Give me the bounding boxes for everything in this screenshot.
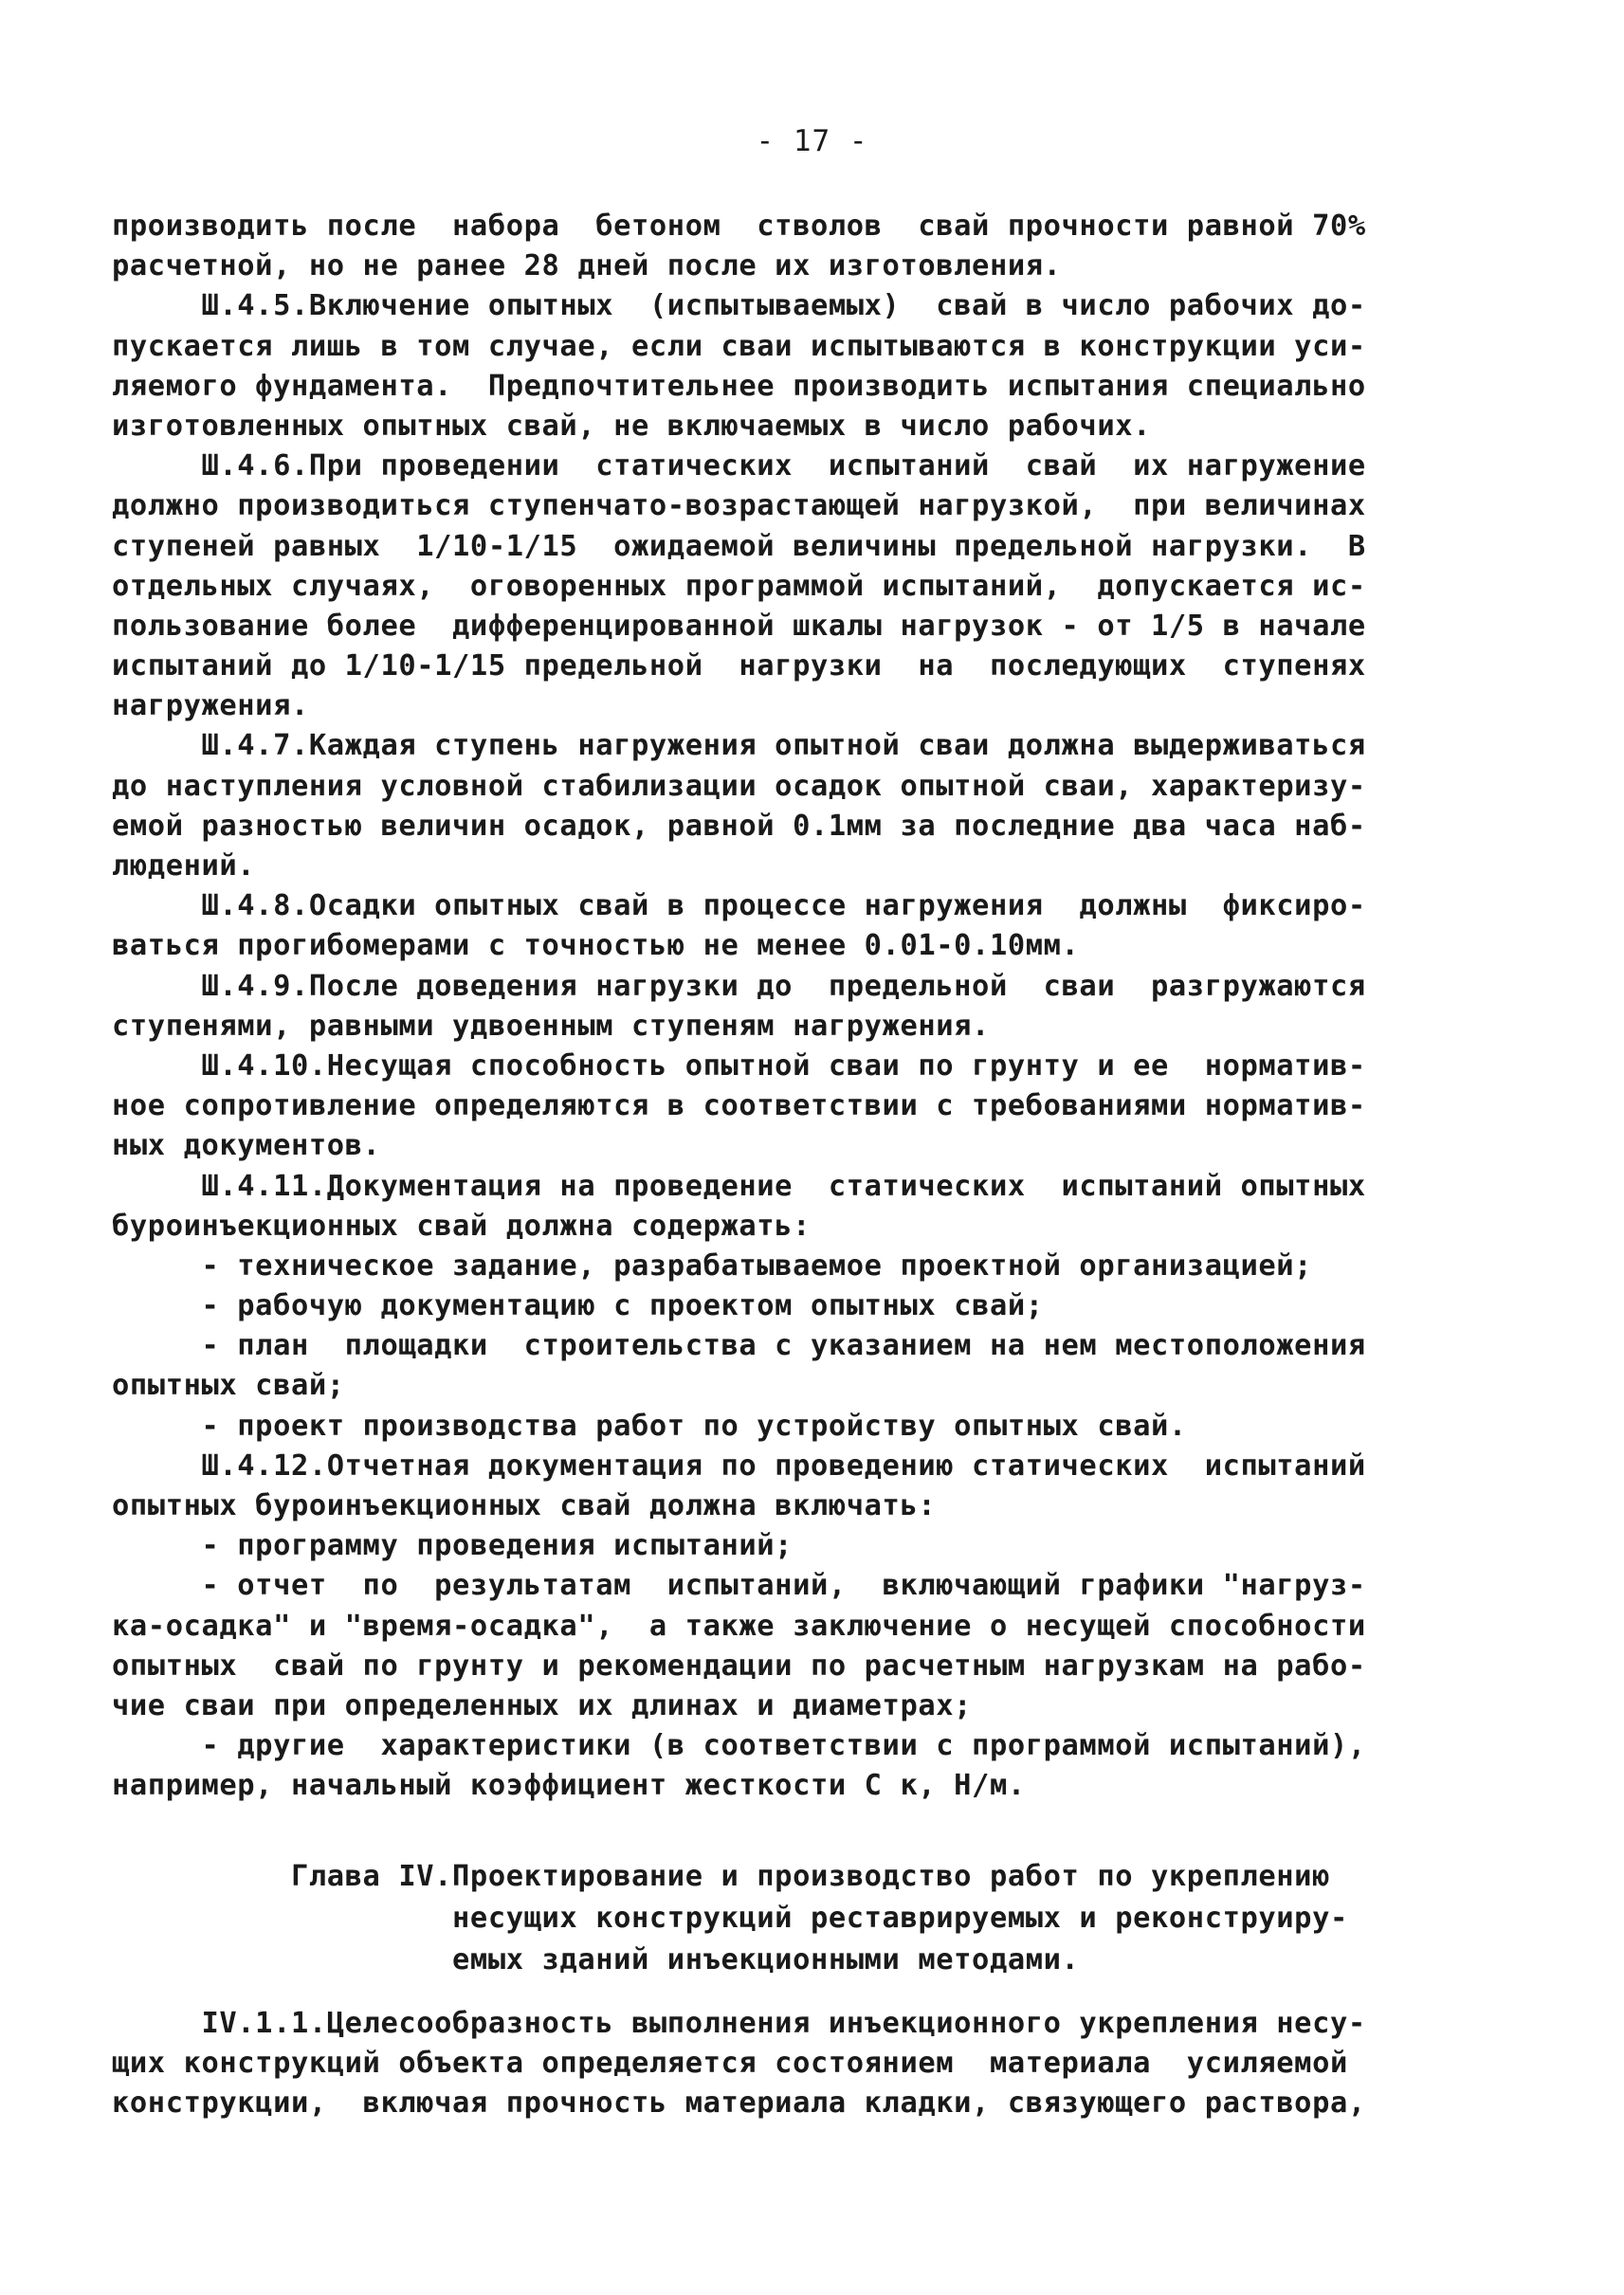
text-line: чие сваи при определенных их длинах и диаметрах; [112, 1688, 973, 1722]
text-line: ваться прогибомерами с точностью не менее 0.01-0.10мм. [112, 929, 1080, 963]
text-line: например, начальный коэффициент жесткости С к, Н/м. [112, 1769, 1026, 1803]
text-line: щих конструкций объекта определяется состоянием материала усиляемой [112, 2047, 1348, 2081]
text-line: ка-осадка" и "время-осадка", а также заключение о несущей способности [112, 1609, 1366, 1643]
text-line: людений. [112, 849, 256, 883]
text-line: - план площадки строительства с указанием на нем местоположения [112, 1329, 1366, 1363]
text-line: конструкции, включая прочность материала кладки, связующего раствора, [112, 2086, 1366, 2121]
text-line: отдельных случаях, оговоренных программой испытаний, допускается ис- [112, 569, 1366, 603]
text-line: - отчет по результатам испытаний, включающий графики "нагруз- [112, 1569, 1366, 1603]
text-line: Ш.4.6.При проведении статических испытаний свай их нагружение [112, 449, 1366, 483]
text-line: опытных свай; [112, 1369, 345, 1403]
heading-line: емых зданий инъекционными методами. [112, 1943, 1080, 1976]
text-line: Ш.4.12.Отчетная документация по проведению статических испытаний [112, 1448, 1366, 1483]
text-line: ступеней равных 1/10-1/15 ожидаемой величины предельной нагрузки. В [112, 529, 1366, 563]
text-line: Ш.4.9.После доведения нагрузки до предельной сваи разгружаются [112, 969, 1366, 1003]
text-line: пускается лишь в том случае, если сваи испытываются в конструкции уси- [112, 329, 1366, 363]
text-line: IV.1.1.Целесообразность выполнения инъекционного укрепления несу- [112, 2007, 1366, 2040]
text-line: - другие характеристики (в соответствии с программой испытаний), [112, 1729, 1366, 1763]
text-line: - проект производства работ по устройству опытных свай. [112, 1409, 1187, 1443]
body-text [112, 207, 1524, 1807]
text-line: пользование более дифференцированной шкалы нагрузок - от 1/5 в начале [112, 609, 1366, 643]
text-line: - техническое задание, разрабатываемое проектной организацией; [112, 1248, 1313, 1283]
text-line: испытаний до 1/10-1/15 предельной нагрузки на последующих ступенях [112, 649, 1366, 683]
text-line: нагружения. [112, 689, 309, 723]
text-line: ступенями, равными удвоенным ступеням нагружения. [112, 1009, 990, 1043]
text-line: опытных буроинъекционных свай должна включать: [112, 1489, 937, 1522]
chapter-first-paragraph [112, 2004, 1524, 2124]
text-line: ляемого фундамента. Предпочтительнее производить испытания специально [112, 369, 1366, 403]
text-line: должно производиться ступенчато-возрастающей нагрузкой, при величинах [112, 489, 1366, 523]
text-line: опытных свай по грунту и рекомендации по расчетным нагрузкам на рабо- [112, 1648, 1366, 1683]
text-line: производить после набора бетоном стволов свай прочности равной 70% [112, 209, 1366, 243]
text-line: до наступления условной стабилизации осадок опытной сваи, характеризу- [112, 769, 1366, 803]
text-line: емой разностью величин осадок, равной 0.1мм за последние два часа наб- [112, 809, 1366, 843]
text-line: Ш.4.7.Каждая ступень нагружения опытной сваи должна выдерживаться [112, 729, 1366, 763]
text-line: расчетной, но не ранее 28 дней после их изготовления. [112, 249, 1062, 283]
text-line: - рабочую документацию с проектом опытных свай; [112, 1289, 1044, 1323]
heading-line: Глава IV.Проектирование и производство работ по укреплению [112, 1860, 1330, 1893]
text-line: ных документов. [112, 1129, 381, 1163]
text-line: изготовленных опытных свай, не включаемых в число рабочих. [112, 409, 1152, 443]
text-line: буроинъекционных свай должна содержать: [112, 1209, 811, 1243]
text-line: - программу проведения испытаний; [112, 1529, 794, 1563]
heading-line: несущих конструкций реставрируемых и реконструиру- [112, 1902, 1348, 1935]
text-line: Ш.4.10.Несущая способность опытной сваи по грунту и ее норматив- [112, 1048, 1366, 1083]
text-line: ное сопротивление определяются в соответствии с требованиями норматив- [112, 1089, 1366, 1123]
page-number: - 17 - [756, 124, 868, 158]
text-line: Ш.4.11.Документация на проведение статических испытаний опытных [112, 1169, 1366, 1203]
chapter-heading [112, 1856, 1524, 1981]
text-line: Ш.4.8.Осадки опытных свай в процессе нагружения должны фиксиро- [112, 889, 1366, 923]
text-line: Ш.4.5.Включение опытных (испытываемых) свай в число рабочих до- [112, 289, 1366, 323]
